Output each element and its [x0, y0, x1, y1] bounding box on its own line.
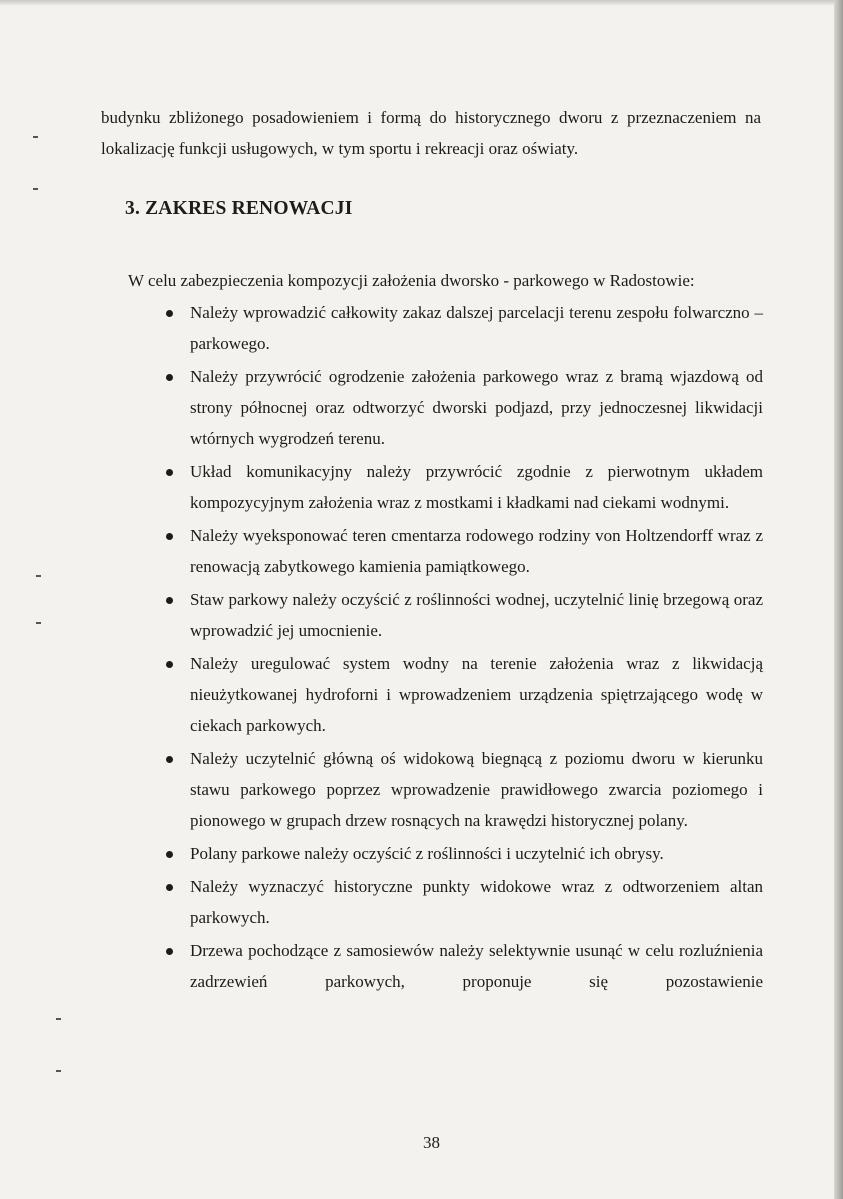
list-item: Należy wyeksponować teren cmentarza rodowego rodziny von Holtzendorff wraz z renowacją zabytkowego kamienia pamiątkowego. — [0, 520, 843, 582]
continuation-paragraph: budynku zbliżonego posadowieniem i formą do historycznego dworu z przeznaczeniem na lokalizację funkcji usługowych, w tym sportu i rekreacji oraz oświaty. — [101, 108, 761, 158]
bullet-icon — [166, 374, 173, 381]
intro-paragraph: W celu zabezpieczenia kompozycji założenia dworsko - parkowego w Radostowie: — [128, 271, 695, 290]
scan-artifact — [56, 1070, 61, 1072]
bullet-icon — [166, 533, 173, 540]
list-item: Staw parkowy należy oczyścić z roślinności wodnej, uczytelnić linię brzegową oraz wprowadzić jej umocnienie. — [0, 584, 843, 646]
bullet-icon — [166, 884, 173, 891]
list-item: Należy wprowadzić całkowity zakaz dalszej parcelacji terenu zespołu folwarczno – parkowego. — [0, 297, 843, 359]
bullet-list — [0, 297, 843, 999]
section-heading: 3. ZAKRES RENOWACJI — [125, 198, 353, 219]
list-item: Polany parkowe należy oczyścić z roślinności i uczytelnić ich obrysy. — [0, 838, 843, 869]
bullet-icon — [166, 310, 173, 317]
page-number: 38 — [423, 1133, 440, 1152]
scan-artifact — [33, 188, 38, 190]
bullet-icon — [166, 851, 173, 858]
list-item: Drzewa pochodzące z samosiewów należy selektywnie usunąć w celu rozluźnienia zadrzewień parkowych, proponuje się pozostawienie — [0, 935, 843, 997]
bullet-icon — [166, 469, 173, 476]
list-item: Należy uczytelnić główną oś widokową biegnącą z poziomu dworu w kierunku stawu parkowego poprzez wprowadzenie prawidłowego zwarcia poziomego i pionowego w grupach drzew rosnących na krawędzi historycznej polany. — [0, 743, 843, 836]
bullet-icon — [166, 661, 173, 668]
list-item: Układ komunikacyjny należy przywrócić zgodnie z pierwotnym układem kompozycyjnym założenia wraz z mostkami i kładkami nad ciekami wodnymi. — [0, 456, 843, 518]
bullet-icon — [166, 597, 173, 604]
bullet-icon — [166, 756, 173, 763]
list-item: Należy uregulować system wodny na terenie założenia wraz z likwidacją nieużytkowanej hydroforni i wprowadzeniem urządzenia spiętrzającego wodę w ciekach parkowych. — [0, 648, 843, 741]
scan-artifact — [33, 136, 38, 138]
list-item: Należy wyznaczyć historyczne punkty widokowe wraz z odtworzeniem altan parkowych. — [0, 871, 843, 933]
scan-artifact — [56, 1018, 61, 1020]
list-item: Należy przywrócić ogrodzenie założenia parkowego wraz z bramą wjazdową od strony północnej oraz odtworzyć dworski podjazd, przy jednoczesnej likwidacji wtórnych wygrodzeń terenu. — [0, 361, 843, 454]
scan-edge-top — [0, 0, 843, 6]
bullet-icon — [166, 948, 173, 955]
